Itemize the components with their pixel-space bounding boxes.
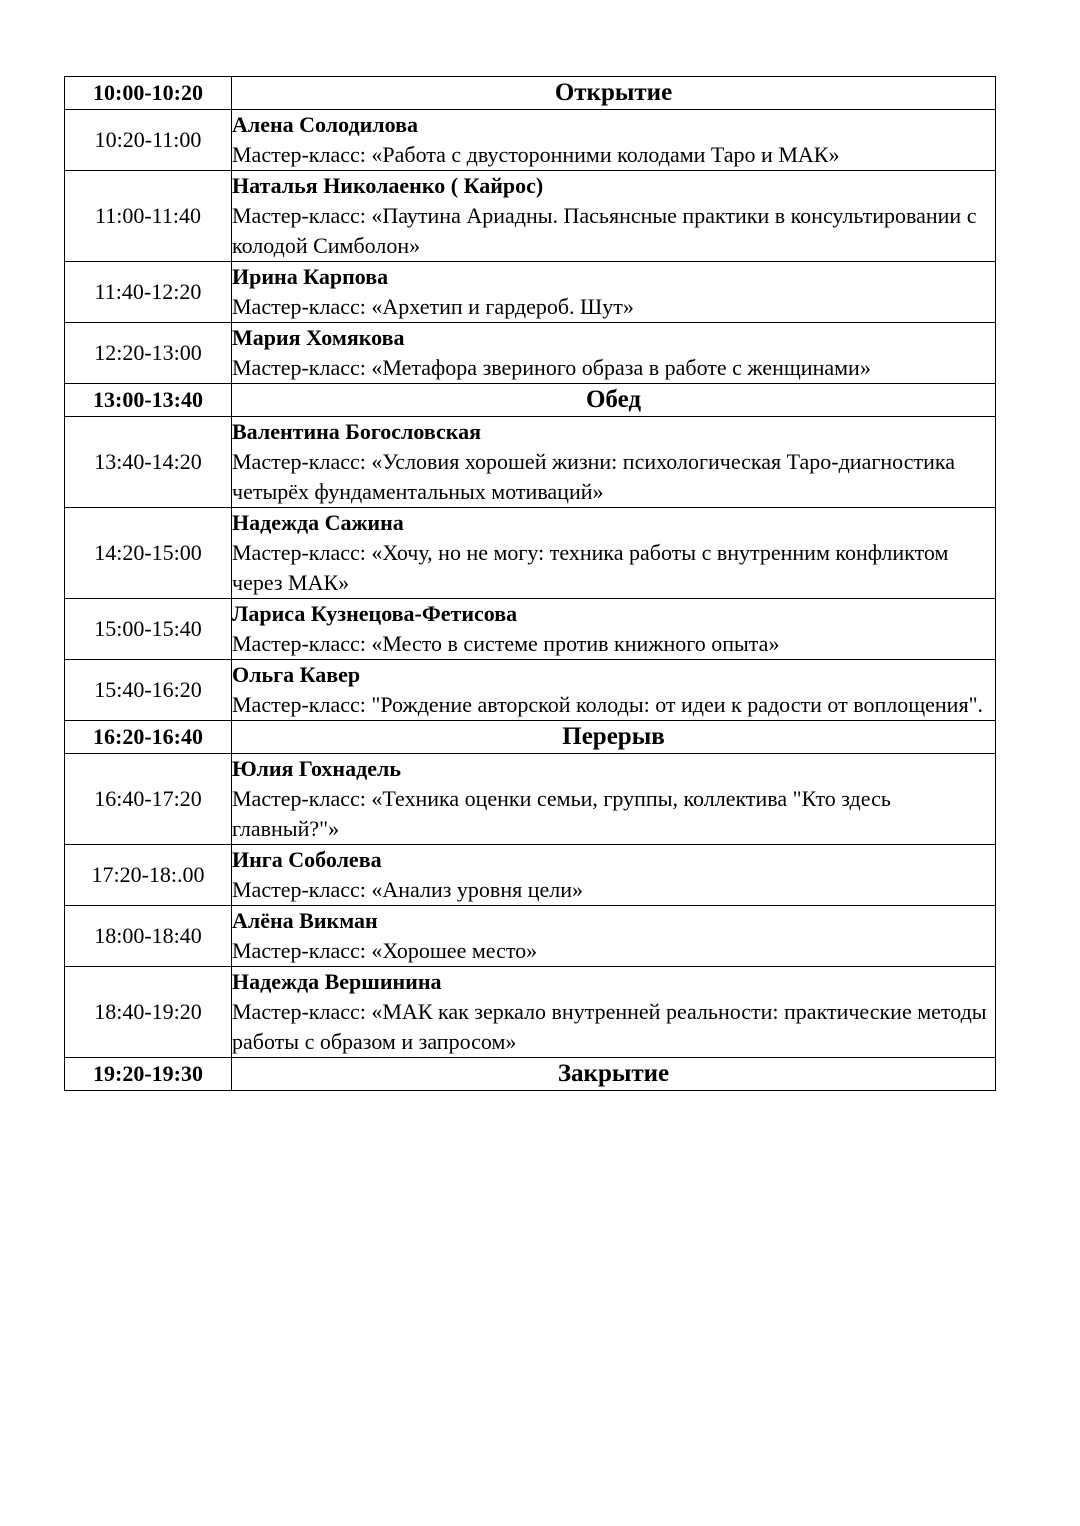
session-description: Мастер-класс: «Паутина Ариадны. Пасьянсные практики в консультировании с колодой Симболон»	[232, 203, 977, 258]
time-cell: 15:40-16:20	[65, 660, 232, 721]
speaker-name: Надежда Вершинина	[232, 969, 442, 994]
schedule-table	[64, 76, 996, 1091]
plenary-row	[65, 77, 996, 110]
session-row	[65, 323, 996, 384]
plenary-row	[65, 384, 996, 417]
session-description: Мастер-класс: «Техника оценки семьи, группы, коллектива "Кто здесь главный?"»	[232, 786, 891, 841]
plenary-title: Обед	[232, 384, 996, 417]
session-description: Мастер-класс: «Работа с двусторонними колодами Таро и МАК»	[232, 142, 840, 167]
session-cell	[232, 110, 996, 171]
time-cell: 14:20-15:00	[65, 508, 232, 599]
time-cell: 12:20-13:00	[65, 323, 232, 384]
session-row	[65, 967, 996, 1058]
session-cell	[232, 323, 996, 384]
session-description: Мастер-класс: «Условия хорошей жизни: психологическая Таро-диагностика четырёх фундаментальных мотиваций»	[232, 449, 955, 504]
speaker-name: Юлия Гохнадель	[232, 756, 401, 781]
time-cell: 16:40-17:20	[65, 754, 232, 845]
session-cell	[232, 845, 996, 906]
speaker-name: Наталья Николаенко ( Кайрос)	[232, 173, 544, 198]
speaker-name: Ирина Карпова	[232, 264, 389, 289]
session-row	[65, 417, 996, 508]
time-cell: 10:00-10:20	[65, 77, 232, 110]
plenary-row	[65, 721, 996, 754]
session-cell	[232, 171, 996, 262]
speaker-name: Мария Хомякова	[232, 325, 405, 350]
session-description: Мастер-класс: "Рождение авторской колоды: от идеи к радости от воплощения".	[232, 692, 984, 717]
session-description: Мастер-класс: «МАК как зеркало внутренней реальности: практические методы работы с образом и запросом»	[232, 999, 987, 1054]
time-cell: 11:40-12:20	[65, 262, 232, 323]
session-cell	[232, 417, 996, 508]
session-description: Мастер-класс: «Метафора звериного образа в работе с женщинами»	[232, 355, 871, 380]
session-description: Мастер-класс: «Хочу, но не могу: техника работы с внутренним конфликтом через МАК»	[232, 540, 949, 595]
plenary-title: Закрытие	[232, 1058, 996, 1091]
time-cell: 18:00-18:40	[65, 906, 232, 967]
session-cell	[232, 508, 996, 599]
time-cell: 10:20-11:00	[65, 110, 232, 171]
schedule-body	[65, 77, 996, 1091]
session-description: Мастер-класс: «Место в системе против книжного опыта»	[232, 631, 780, 656]
session-row	[65, 845, 996, 906]
session-description: Мастер-класс: «Архетип и гардероб. Шут»	[232, 294, 634, 319]
speaker-name: Ольга Кавер	[232, 662, 361, 687]
session-cell	[232, 754, 996, 845]
time-cell: 11:00-11:40	[65, 171, 232, 262]
session-row	[65, 906, 996, 967]
speaker-name: Алена Солодилова	[232, 112, 418, 137]
plenary-title: Перерыв	[232, 721, 996, 754]
session-cell	[232, 660, 996, 721]
session-cell	[232, 599, 996, 660]
session-row	[65, 171, 996, 262]
session-description: Мастер-класс: «Анализ уровня цели»	[232, 877, 584, 902]
speaker-name: Валентина Богословская	[232, 419, 482, 444]
session-description: Мастер-класс: «Хорошее место»	[232, 938, 538, 963]
session-cell	[232, 906, 996, 967]
time-cell: 16:20-16:40	[65, 721, 232, 754]
time-cell: 15:00-15:40	[65, 599, 232, 660]
speaker-name: Надежда Сажина	[232, 510, 404, 535]
session-row	[65, 599, 996, 660]
time-cell: 13:40-14:20	[65, 417, 232, 508]
session-row	[65, 262, 996, 323]
speaker-name: Инга Соболева	[232, 847, 382, 872]
plenary-row	[65, 1058, 996, 1091]
speaker-name: Алёна Викман	[232, 908, 378, 933]
speaker-name: Лариса Кузнецова-Фетисова	[232, 601, 518, 626]
session-cell	[232, 262, 996, 323]
session-row	[65, 754, 996, 845]
time-cell: 19:20-19:30	[65, 1058, 232, 1091]
time-cell: 13:00-13:40	[65, 384, 232, 417]
session-row	[65, 110, 996, 171]
time-cell: 17:20-18:.00	[65, 845, 232, 906]
session-row	[65, 508, 996, 599]
session-cell	[232, 967, 996, 1058]
session-row	[65, 660, 996, 721]
time-cell: 18:40-19:20	[65, 967, 232, 1058]
plenary-title: Открытие	[232, 77, 996, 110]
